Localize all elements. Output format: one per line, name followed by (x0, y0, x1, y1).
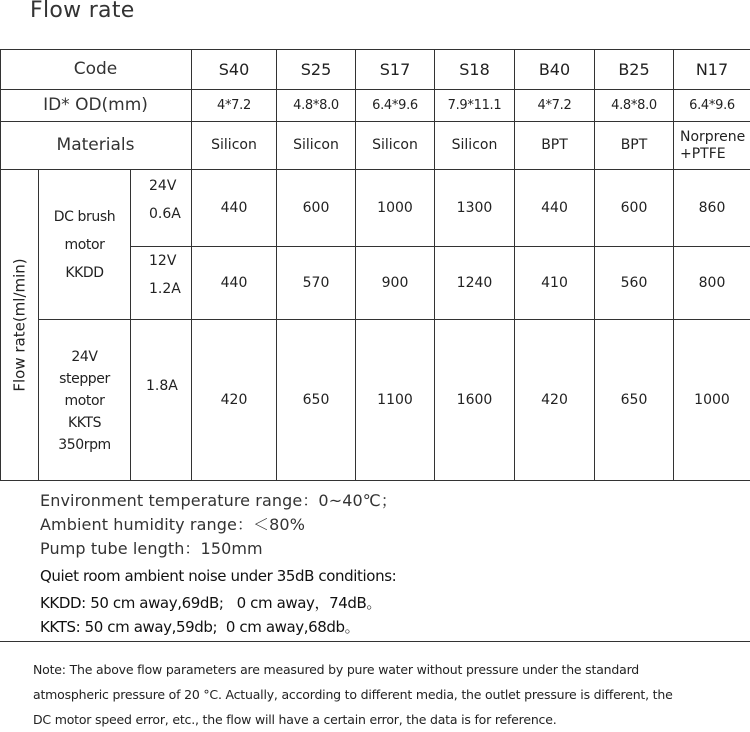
environment-humidity: Ambient humidity range：＜80% (40, 515, 306, 534)
noise-kkts: KKTS: 50 cm away,59db; 0 cm away,68db。 (40, 618, 360, 636)
pump-tube-length: Pump tube length：150mm (40, 539, 263, 558)
od-cell: 6.4*9.6 (689, 97, 735, 113)
od-cell: 7.9*11.1 (447, 97, 502, 113)
material-cell: Silicon (293, 137, 339, 154)
noise-kkdd: KKDD: 50 cm away,69dB; 0 cm away，74dB。 (40, 594, 381, 612)
flow-value: 560 (620, 274, 648, 291)
stepper-label-line: 24V (71, 349, 98, 365)
code-cell: S25 (300, 59, 332, 79)
flow-value: 440 (220, 199, 248, 216)
flow-value: 410 (541, 274, 568, 291)
flow-value: 900 (381, 274, 409, 291)
od-cell: 6.4*9.6 (372, 97, 418, 113)
flow-value: 650 (620, 391, 648, 408)
dc-motor-label-line: KKDD (65, 264, 104, 281)
dc-motor-label (39, 170, 130, 319)
flow-value: 650 (302, 391, 330, 408)
material-cell: Silicon (372, 137, 418, 154)
voltage: 12V (149, 253, 177, 269)
od-cell: 4*7.2 (537, 97, 572, 113)
note-line: atmospheric pressure of 20 °C. Actually, according to different media, the outlet pressure is different, the (33, 687, 673, 702)
flow-value: 1000 (377, 199, 413, 216)
dc-row2-rating (131, 247, 191, 319)
flow-value: 600 (620, 199, 648, 216)
code-cell: S40 (218, 59, 250, 79)
flow-value: 440 (541, 199, 568, 216)
flow-value: 860 (698, 199, 726, 216)
code-cell: N17 (695, 59, 729, 79)
flow-value: 1000 (694, 391, 730, 408)
code-cell: S18 (459, 59, 490, 79)
current: 1.2A (149, 281, 181, 297)
current: 0.6A (149, 206, 181, 222)
dc-motor-label-line: motor (64, 236, 105, 253)
flow-value: 1240 (456, 274, 493, 291)
flow-value: 1300 (456, 199, 493, 216)
stepper-motor-label (39, 320, 130, 480)
stepper-label-line: stepper (59, 371, 110, 387)
code-header: Code (73, 59, 118, 80)
code-cell: S17 (379, 59, 411, 79)
noise-heading: Quiet room ambient noise under 35dB conditions: (40, 567, 397, 585)
materials-header: Materials (56, 135, 135, 156)
dc-motor-label-line: DC brush (53, 208, 116, 225)
od-cell: 4.8*8.0 (293, 97, 339, 113)
od-cell: 4*7.2 (217, 97, 251, 113)
page-title: Flow rate (30, 0, 135, 23)
environment-temperature: Environment temperature range：0~40℃； (40, 491, 397, 510)
material-cell: Silicon (451, 137, 498, 154)
flow-value: 440 (220, 274, 248, 291)
material-cell: Silicon (211, 137, 257, 154)
stepper-label-line: 350rpm (58, 437, 111, 453)
flow-rate-axis-label: Flow rate(ml/min) (11, 258, 29, 392)
stepper-current: 1.8A (146, 377, 178, 394)
reference-note (33, 657, 723, 732)
voltage: 24V (149, 178, 177, 194)
flow-value: 600 (302, 199, 330, 216)
dc-row1-rating (131, 172, 191, 246)
stepper-label-line: motor (64, 393, 105, 409)
code-cell: B40 (538, 59, 571, 79)
od-cell: 4.8*8.0 (611, 97, 657, 113)
flow-value: 1100 (377, 391, 413, 408)
material-cell: BPT (541, 137, 568, 154)
flow-value: 1600 (456, 391, 493, 408)
code-cell: B25 (618, 59, 650, 79)
material-cell-norprene: Norprene +PTFE (680, 128, 746, 162)
note-line: DC motor speed error, etc., the flow will have a certain error, the data is for reference. (33, 712, 557, 727)
flow-value: 800 (698, 274, 726, 291)
flow-value: 420 (220, 391, 248, 408)
flow-value: 570 (302, 274, 330, 291)
note-line: Note: The above flow parameters are measured by pure water without pressure under the standard (33, 662, 640, 677)
stepper-label-line: KKTS (67, 415, 102, 431)
od-header: ID* OD(mm) (43, 95, 148, 116)
material-cell: BPT (620, 137, 648, 154)
flow-value: 420 (541, 391, 568, 408)
